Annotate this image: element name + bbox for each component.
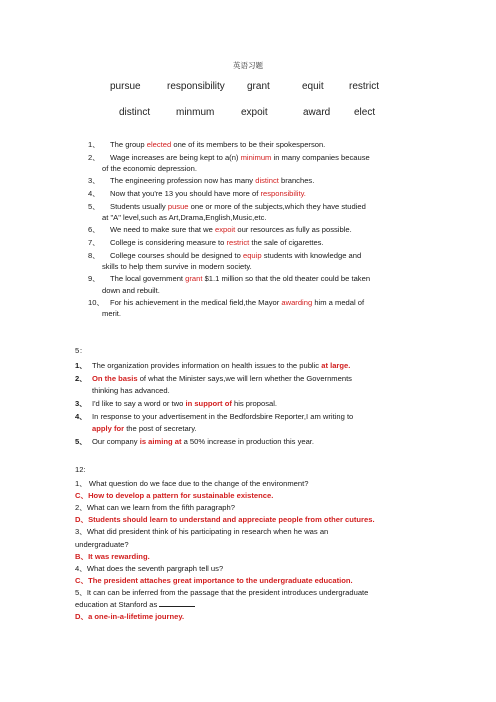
sentence-text: Students usually xyxy=(110,201,168,211)
sentence-text: one or more of the subjects,which they have studied xyxy=(188,201,366,211)
sentence-line xyxy=(110,250,361,261)
sentence-line xyxy=(110,224,352,235)
sentence-text: thinking has advanced. xyxy=(92,385,170,395)
item-number: 9、 xyxy=(88,274,100,284)
sentence-text: undergraduate? xyxy=(75,539,129,549)
sentence-line xyxy=(102,285,160,296)
word-bank-word: award xyxy=(303,107,331,118)
item-number: 10、 xyxy=(88,298,105,308)
sentence-text: 5、It can can be inferred from the passage that the president introduces undergraduate xyxy=(75,587,369,597)
sentence-text: For his achievement in the medical field,the Mayor xyxy=(110,298,282,308)
answer-text: distinct xyxy=(255,176,279,186)
sentence-text: a 50% increase in production this year. xyxy=(181,437,315,446)
word-bank-word: grant xyxy=(247,81,270,92)
question-line xyxy=(75,539,129,550)
sentence-line xyxy=(102,308,121,319)
sentence-text: skills to help them survive in modern society. xyxy=(102,261,252,271)
sentence-text: the post of secretary. xyxy=(124,423,197,433)
word-bank-word: restrict xyxy=(349,81,379,92)
sentence-text: 2、What can we learn from the fifth paragraph? xyxy=(75,503,235,513)
answer-text: restrict xyxy=(226,238,250,247)
answer-text: B、It was rewarding. xyxy=(75,551,150,561)
item-number: 3、 xyxy=(88,176,100,186)
item-number: 4、 xyxy=(88,189,100,198)
answer-text: D、a one-in-a-lifetime journey. xyxy=(75,612,185,622)
sentence-text: 4、What does the seventh pargraph tell us? xyxy=(75,563,224,573)
sentence-text: his proposal. xyxy=(231,399,278,408)
sentence-line xyxy=(110,175,314,186)
question-line xyxy=(75,502,235,513)
question-line xyxy=(75,514,375,525)
sentence-line xyxy=(102,163,197,174)
answer-text: awarding xyxy=(281,298,313,308)
sentence-text: our resources as fully as possible. xyxy=(235,225,352,235)
sentence-text: The organization provides information on health issues to the public xyxy=(92,361,322,370)
sentence-text: I'd like to say a word or two xyxy=(92,399,186,408)
sentence-text: in many companies because xyxy=(271,152,370,162)
sentence-text: 1、 What question do we face due to the change of the environment? xyxy=(75,479,309,488)
answer-text: elected xyxy=(146,140,172,149)
question-line xyxy=(75,551,150,562)
sentence-line xyxy=(110,188,306,199)
sentence-text: him a medal of xyxy=(312,298,365,308)
question-line xyxy=(75,611,184,622)
question-line xyxy=(75,599,195,610)
sentence-line xyxy=(110,297,364,308)
sentence-line xyxy=(92,423,197,434)
item-number: 6、 xyxy=(88,225,100,235)
answer-text: equip xyxy=(242,250,262,260)
sentence-line xyxy=(92,398,277,409)
sentence-text: We need to make sure that we xyxy=(110,225,215,235)
sentence-text: The local government xyxy=(110,274,186,284)
sentence-text: education at Stanford as xyxy=(75,600,160,609)
answer-text: pusue xyxy=(167,201,189,211)
word-bank-word: elect xyxy=(354,107,376,118)
sentence-line xyxy=(110,139,325,150)
sentence-line xyxy=(92,436,314,447)
item-number: 5、 xyxy=(75,437,87,446)
sentence-line xyxy=(102,212,267,223)
answer-text: in support of xyxy=(185,399,232,408)
sentence-text: down and rebuilt. xyxy=(102,285,160,295)
word-bank-word: expoit xyxy=(241,107,268,118)
word-bank-word: pursue xyxy=(110,81,141,92)
question-line xyxy=(75,563,223,574)
sentence-text: College is considering measure to xyxy=(110,238,227,247)
sentence-text: Wage increases are being kept to a(n) xyxy=(110,152,241,162)
answer-text: grant xyxy=(185,274,203,284)
item-number: 8、 xyxy=(88,250,100,260)
answer-text: C、How to develop a pattern for sustainable existence. xyxy=(75,491,274,501)
word-bank-word: equit xyxy=(302,81,324,92)
answer-text: apply for xyxy=(92,423,125,433)
question-line xyxy=(75,587,368,598)
sentence-text: of the economic depression. xyxy=(102,163,197,173)
sentence-text: merit. xyxy=(102,309,121,319)
sentence-text: Now that you're 13 you should have more of xyxy=(110,189,261,198)
item-number: 5、 xyxy=(88,201,100,211)
section-12-header: 12: xyxy=(75,465,86,474)
answer-text: expoit xyxy=(214,225,236,235)
sentence-text: College courses should be designed to xyxy=(110,250,243,260)
item-number: 3、 xyxy=(75,399,87,408)
answer-blank xyxy=(159,599,195,607)
question-line xyxy=(75,490,273,501)
sentence-line xyxy=(92,411,353,422)
item-number: 2、 xyxy=(75,374,87,384)
sentence-text: Our company xyxy=(92,437,140,446)
sentence-line xyxy=(110,273,370,284)
section-5-header: 5： xyxy=(75,346,87,355)
sentence-line xyxy=(110,152,370,163)
answer-text: at large. xyxy=(321,361,351,370)
answer-text: is aiming at xyxy=(139,437,182,446)
word-bank-word: responsibility xyxy=(167,81,225,92)
sentence-text: The group xyxy=(110,140,147,149)
sentence-text: one of its members to be their spokesperson. xyxy=(171,140,326,149)
sentence-text: the sale of cigarettes. xyxy=(249,238,324,247)
word-bank-word: minmum xyxy=(176,107,215,118)
question-line xyxy=(75,478,308,489)
question-line xyxy=(75,575,353,586)
sentence-line xyxy=(92,373,352,384)
sentence-text: branches. xyxy=(278,176,315,186)
item-number: 2、 xyxy=(88,152,100,162)
item-number: 1、 xyxy=(75,361,87,370)
answer-text: C、The president attaches great importance to the undergraduate education. xyxy=(75,575,353,585)
answer-text: D、Students should learn to understand and appreciate people from other cutures. xyxy=(75,515,375,525)
answer-text: minimum xyxy=(240,152,272,162)
sentence-text: $1.1 million so that the old theater could be taken xyxy=(202,274,371,284)
answer-text: On the basis xyxy=(92,374,138,384)
question-line xyxy=(75,526,328,537)
word-bank-word: distinct xyxy=(119,107,151,118)
sentence-text: at "A" level,such as Art,Drama,English,Music,etc. xyxy=(102,212,267,222)
answer-text: responsibility. xyxy=(260,189,306,198)
item-number: 1、 xyxy=(88,140,100,149)
item-number: 4、 xyxy=(75,412,87,422)
sentence-line xyxy=(92,385,170,396)
sentence-text: 3、What did president think of his participating in research when he was an xyxy=(75,527,329,537)
sentence-line xyxy=(102,261,252,272)
sentence-text: of what the Minister says,we will lern whether the Governments xyxy=(137,374,352,384)
item-number: 7、 xyxy=(88,238,100,247)
sentence-text: The engineering profession now has many xyxy=(110,176,256,186)
page-title: 英语习题 xyxy=(233,61,263,70)
sentence-line xyxy=(92,360,350,371)
sentence-line xyxy=(110,237,324,248)
sentence-line xyxy=(110,201,366,212)
sentence-text: students with knowledge and xyxy=(261,250,362,260)
sentence-text: In response to your advertisement in the Bedfordsbire Reporter,I am writing to xyxy=(92,412,354,422)
